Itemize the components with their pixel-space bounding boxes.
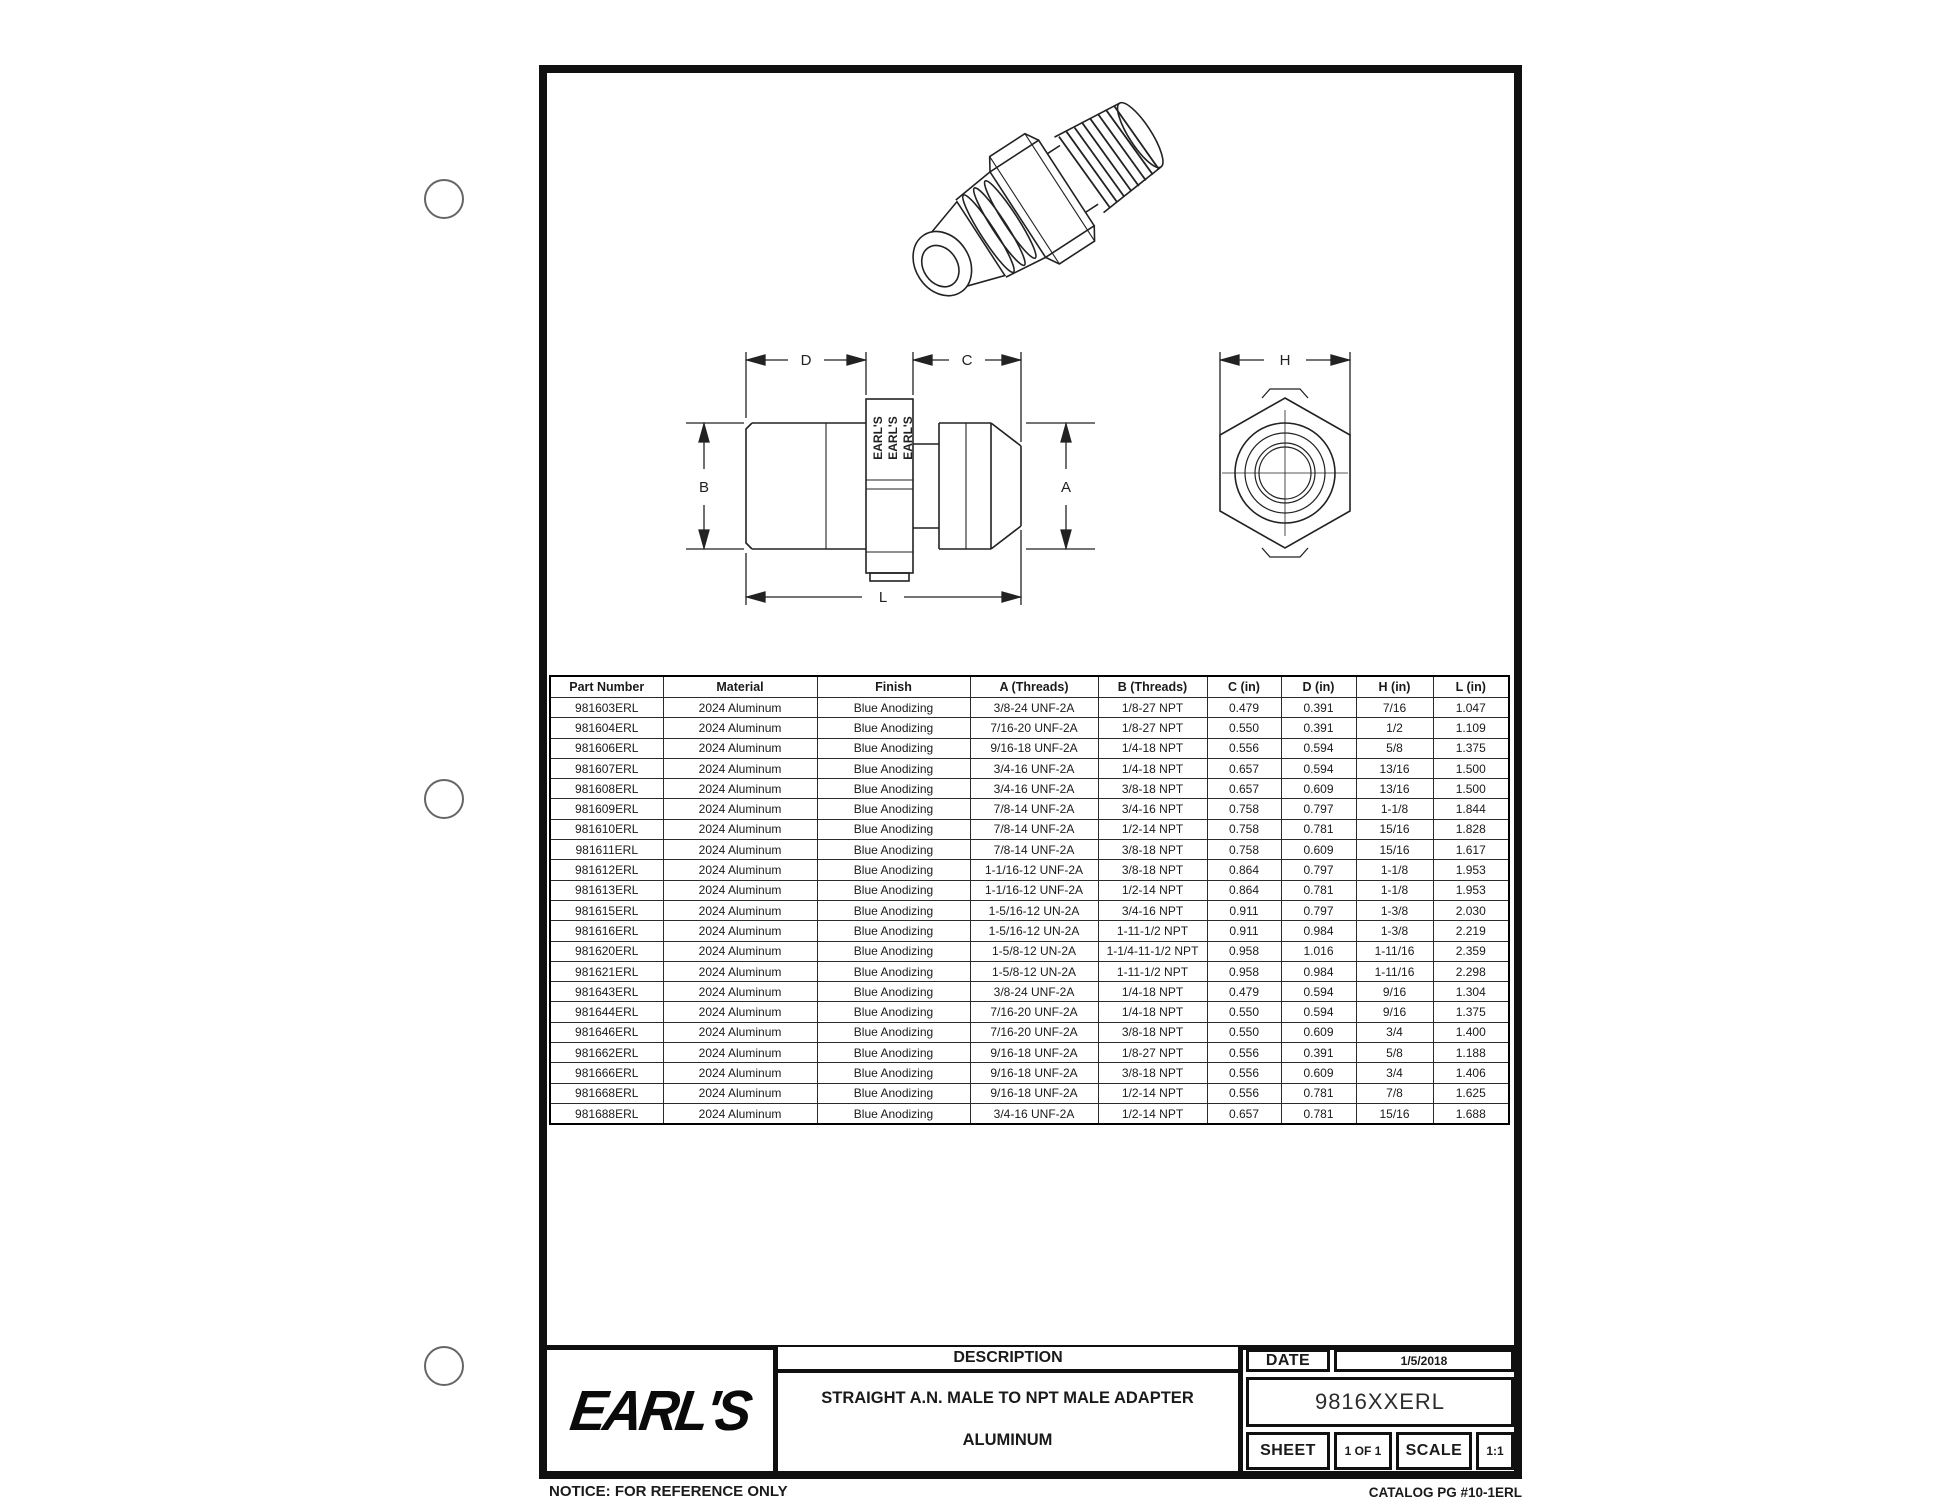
cell-c-in: 0.958 <box>1207 941 1281 961</box>
cell-l-in: 1.109 <box>1433 718 1509 738</box>
cell-h-in: 9/16 <box>1356 1002 1433 1022</box>
cell-material: 2024 Aluminum <box>663 1043 817 1063</box>
cell-h-in: 5/8 <box>1356 738 1433 758</box>
knurl-text: EARL'S <box>871 416 885 460</box>
cell-d-in: 0.594 <box>1281 738 1356 758</box>
cell-c-in: 0.657 <box>1207 758 1281 778</box>
cell-part-number: 981608ERL <box>550 779 663 799</box>
end-view <box>1220 389 1350 557</box>
table-row <box>550 1103 1509 1124</box>
cell-c-in: 0.911 <box>1207 900 1281 920</box>
table-row <box>550 1043 1509 1063</box>
cell-a-threads: 3/4-16 UNF-2A <box>970 758 1098 778</box>
cell-b-threads: 3/8-18 NPT <box>1098 840 1207 860</box>
cell-finish: Blue Anodizing <box>817 718 970 738</box>
cell-d-in: 0.609 <box>1281 840 1356 860</box>
cell-b-threads: 3/4-16 NPT <box>1098 799 1207 819</box>
cell-a-threads: 7/16-20 UNF-2A <box>970 718 1098 738</box>
sheet-value-box <box>1334 1432 1392 1470</box>
cell-b-threads: 3/8-18 NPT <box>1098 779 1207 799</box>
cell-part-number: 981621ERL <box>550 961 663 981</box>
cell-d-in: 0.984 <box>1281 921 1356 941</box>
cell-l-in: 1.375 <box>1433 1002 1509 1022</box>
cell-b-threads: 3/8-18 NPT <box>1098 1063 1207 1083</box>
cell-part-number: 981688ERL <box>550 1103 663 1124</box>
cell-c-in: 0.479 <box>1207 698 1281 718</box>
cell-l-in: 1.500 <box>1433 779 1509 799</box>
cell-part-number: 981666ERL <box>550 1063 663 1083</box>
table-header-row <box>550 676 1509 698</box>
cell-d-in: 0.391 <box>1281 1043 1356 1063</box>
side-view <box>746 399 1021 581</box>
table-row <box>550 799 1509 819</box>
cell-l-in: 2.030 <box>1433 900 1509 920</box>
cell-material: 2024 Aluminum <box>663 900 817 920</box>
cell-finish: Blue Anodizing <box>817 1083 970 1103</box>
sheet-label: SHEET <box>1260 1442 1316 1459</box>
cell-d-in: 0.797 <box>1281 860 1356 880</box>
cell-c-in: 0.550 <box>1207 1002 1281 1022</box>
cell-d-in: 0.594 <box>1281 982 1356 1002</box>
cell-c-in: 0.556 <box>1207 738 1281 758</box>
cell-material: 2024 Aluminum <box>663 860 817 880</box>
cell-material: 2024 Aluminum <box>663 982 817 1002</box>
cell-part-number: 981646ERL <box>550 1022 663 1042</box>
scale-value: 1:1 <box>1486 1444 1504 1458</box>
cell-l-in: 1.617 <box>1433 840 1509 860</box>
cell-d-in: 0.609 <box>1281 779 1356 799</box>
table-row <box>550 698 1509 718</box>
knurl-text: EARL'S <box>901 416 915 460</box>
cell-a-threads: 7/16-20 UNF-2A <box>970 1002 1098 1022</box>
cell-l-in: 1.953 <box>1433 860 1509 880</box>
spec-table <box>549 675 1510 1125</box>
cell-a-threads: 1-5/8-12 UN-2A <box>970 961 1098 981</box>
cell-h-in: 15/16 <box>1356 840 1433 860</box>
table-row <box>550 738 1509 758</box>
description-label: DESCRIPTION <box>953 1349 1063 1366</box>
cell-h-in: 1-11/16 <box>1356 941 1433 961</box>
cell-a-threads: 3/4-16 UNF-2A <box>970 779 1098 799</box>
catalog-reference: CATALOG PG #10-1ERL <box>1368 1485 1522 1500</box>
cell-part-number: 981613ERL <box>550 880 663 900</box>
cell-b-threads: 1-1/4-11-1/2 NPT <box>1098 941 1207 961</box>
cell-l-in: 1.188 <box>1433 1043 1509 1063</box>
cell-b-threads: 1/2-14 NPT <box>1098 880 1207 900</box>
table-row <box>550 880 1509 900</box>
cell-l-in: 1.828 <box>1433 819 1509 839</box>
cell-a-threads: 3/4-16 UNF-2A <box>970 1103 1098 1124</box>
cell-c-in: 0.758 <box>1207 799 1281 819</box>
isometric-view <box>885 75 1185 332</box>
cell-h-in: 1-1/8 <box>1356 799 1433 819</box>
scale-label: SCALE <box>1405 1442 1463 1459</box>
punch-hole-middle <box>424 779 464 819</box>
cell-h-in: 7/8 <box>1356 1083 1433 1103</box>
table-header-cell: Part Number <box>550 676 663 698</box>
cell-material: 2024 Aluminum <box>663 1063 817 1083</box>
cell-l-in: 1.844 <box>1433 799 1509 819</box>
table-header-cell: Finish <box>817 676 970 698</box>
cell-part-number: 981644ERL <box>550 1002 663 1022</box>
technical-drawing <box>539 65 1522 680</box>
cell-finish: Blue Anodizing <box>817 758 970 778</box>
cell-finish: Blue Anodizing <box>817 738 970 758</box>
earls-logo: EARL'S <box>566 1379 754 1443</box>
cell-l-in: 2.219 <box>1433 921 1509 941</box>
cell-material: 2024 Aluminum <box>663 880 817 900</box>
cell-l-in: 1.500 <box>1433 758 1509 778</box>
cell-finish: Blue Anodizing <box>817 840 970 860</box>
cell-a-threads: 1-5/16-12 UN-2A <box>970 900 1098 920</box>
cell-h-in: 1-3/8 <box>1356 921 1433 941</box>
table-row <box>550 982 1509 1002</box>
cell-b-threads: 1-11-1/2 NPT <box>1098 921 1207 941</box>
cell-a-threads: 1-5/8-12 UN-2A <box>970 941 1098 961</box>
scale-value-box <box>1476 1432 1514 1470</box>
cell-part-number: 981603ERL <box>550 698 663 718</box>
cell-c-in: 0.864 <box>1207 880 1281 900</box>
cell-b-threads: 1/4-18 NPT <box>1098 758 1207 778</box>
part-series: 9816XXERL <box>1314 1389 1446 1414</box>
cell-l-in: 1.688 <box>1433 1103 1509 1124</box>
table-row <box>550 921 1509 941</box>
cell-b-threads: 1/2-14 NPT <box>1098 1103 1207 1124</box>
scale-label-box <box>1396 1432 1472 1470</box>
cell-b-threads: 1/4-18 NPT <box>1098 738 1207 758</box>
cell-finish: Blue Anodizing <box>817 1043 970 1063</box>
date-label: DATE <box>1265 1351 1311 1369</box>
cell-material: 2024 Aluminum <box>663 738 817 758</box>
cell-finish: Blue Anodizing <box>817 941 970 961</box>
punch-hole-top <box>424 179 464 219</box>
cell-part-number: 981611ERL <box>550 840 663 860</box>
table-header-cell: A (Threads) <box>970 676 1098 698</box>
dim-label-a: A <box>1060 479 1072 496</box>
cell-material: 2024 Aluminum <box>663 961 817 981</box>
cell-material: 2024 Aluminum <box>663 921 817 941</box>
cell-l-in: 1.625 <box>1433 1083 1509 1103</box>
cell-a-threads: 9/16-18 UNF-2A <box>970 1063 1098 1083</box>
dim-label-h: H <box>1279 352 1291 369</box>
cell-material: 2024 Aluminum <box>663 779 817 799</box>
cell-h-in: 1-1/8 <box>1356 880 1433 900</box>
cell-b-threads: 1/4-18 NPT <box>1098 1002 1207 1022</box>
cell-a-threads: 1-5/16-12 UN-2A <box>970 921 1098 941</box>
cell-c-in: 0.550 <box>1207 718 1281 738</box>
cell-c-in: 0.556 <box>1207 1043 1281 1063</box>
cell-material: 2024 Aluminum <box>663 941 817 961</box>
cell-h-in: 1-11/16 <box>1356 961 1433 981</box>
table-header-cell: Material <box>663 676 817 698</box>
dim-label-b: B <box>698 479 710 496</box>
table-row <box>550 860 1509 880</box>
logo-box <box>547 1352 773 1470</box>
cell-h-in: 3/4 <box>1356 1063 1433 1083</box>
cell-c-in: 0.758 <box>1207 840 1281 860</box>
cell-l-in: 2.298 <box>1433 961 1509 981</box>
cell-finish: Blue Anodizing <box>817 1022 970 1042</box>
cell-d-in: 0.984 <box>1281 961 1356 981</box>
knurl-text: EARL'S <box>886 416 900 460</box>
cell-c-in: 0.556 <box>1207 1063 1281 1083</box>
cell-material: 2024 Aluminum <box>663 1083 817 1103</box>
cell-material: 2024 Aluminum <box>663 799 817 819</box>
cell-d-in: 1.016 <box>1281 941 1356 961</box>
cell-a-threads: 1-1/16-12 UNF-2A <box>970 880 1098 900</box>
table-row <box>550 900 1509 920</box>
cell-part-number: 981615ERL <box>550 900 663 920</box>
cell-part-number: 981616ERL <box>550 921 663 941</box>
table-row <box>550 1063 1509 1083</box>
cell-c-in: 0.657 <box>1207 1103 1281 1124</box>
cell-a-threads: 7/16-20 UNF-2A <box>970 1022 1098 1042</box>
dim-label-c: C <box>961 352 973 369</box>
titleblock-divider-2 <box>1238 1345 1243 1475</box>
table-row <box>550 779 1509 799</box>
table-header-cell: H (in) <box>1356 676 1433 698</box>
description-header <box>778 1347 1238 1369</box>
cell-d-in: 0.797 <box>1281 799 1356 819</box>
cell-b-threads: 1/8-27 NPT <box>1098 718 1207 738</box>
cell-h-in: 9/16 <box>1356 982 1433 1002</box>
cell-a-threads: 9/16-18 UNF-2A <box>970 1083 1098 1103</box>
cell-c-in: 0.758 <box>1207 819 1281 839</box>
cell-c-in: 0.657 <box>1207 779 1281 799</box>
table-header-cell: D (in) <box>1281 676 1356 698</box>
cell-d-in: 0.391 <box>1281 718 1356 738</box>
cell-l-in: 1.375 <box>1433 738 1509 758</box>
cell-l-in: 1.400 <box>1433 1022 1509 1042</box>
cell-finish: Blue Anodizing <box>817 860 970 880</box>
cell-b-threads: 3/4-16 NPT <box>1098 900 1207 920</box>
punch-hole-bottom <box>424 1346 464 1386</box>
cell-material: 2024 Aluminum <box>663 698 817 718</box>
cell-c-in: 0.550 <box>1207 1022 1281 1042</box>
description-line-2: ALUMINUM <box>962 1431 1053 1449</box>
date-value: 1/5/2018 <box>1400 1353 1448 1368</box>
cell-a-threads: 9/16-18 UNF-2A <box>970 1043 1098 1063</box>
cell-c-in: 0.556 <box>1207 1083 1281 1103</box>
cell-material: 2024 Aluminum <box>663 758 817 778</box>
cell-h-in: 5/8 <box>1356 1043 1433 1063</box>
cell-d-in: 0.781 <box>1281 819 1356 839</box>
table-row <box>550 961 1509 981</box>
cell-d-in: 0.391 <box>1281 698 1356 718</box>
cell-part-number: 981609ERL <box>550 799 663 819</box>
cell-finish: Blue Anodizing <box>817 921 970 941</box>
cell-part-number: 981606ERL <box>550 738 663 758</box>
cell-part-number: 981643ERL <box>550 982 663 1002</box>
cell-material: 2024 Aluminum <box>663 840 817 860</box>
cell-d-in: 0.594 <box>1281 1002 1356 1022</box>
cell-h-in: 13/16 <box>1356 779 1433 799</box>
dim-label-l: L <box>878 589 888 606</box>
cell-l-in: 1.953 <box>1433 880 1509 900</box>
cell-material: 2024 Aluminum <box>663 1022 817 1042</box>
cell-finish: Blue Anodizing <box>817 900 970 920</box>
table-header-cell: L (in) <box>1433 676 1509 698</box>
cell-finish: Blue Anodizing <box>817 799 970 819</box>
description-line-1: STRAIGHT A.N. MALE TO NPT MALE ADAPTER <box>821 1389 1194 1407</box>
cell-d-in: 0.781 <box>1281 1103 1356 1124</box>
cell-l-in: 2.359 <box>1433 941 1509 961</box>
notice-text: NOTICE: FOR REFERENCE ONLY <box>549 1483 788 1500</box>
table-row <box>550 1083 1509 1103</box>
cell-a-threads: 3/8-24 UNF-2A <box>970 698 1098 718</box>
table-row <box>550 1002 1509 1022</box>
cell-finish: Blue Anodizing <box>817 1103 970 1124</box>
cell-d-in: 0.609 <box>1281 1022 1356 1042</box>
cell-h-in: 1-1/8 <box>1356 860 1433 880</box>
cell-a-threads: 7/8-14 UNF-2A <box>970 819 1098 839</box>
cell-a-threads: 3/8-24 UNF-2A <box>970 982 1098 1002</box>
cell-a-threads: 9/16-18 UNF-2A <box>970 738 1098 758</box>
cell-c-in: 0.911 <box>1207 921 1281 941</box>
cell-d-in: 0.797 <box>1281 900 1356 920</box>
cell-finish: Blue Anodizing <box>817 961 970 981</box>
cell-finish: Blue Anodizing <box>817 982 970 1002</box>
cell-a-threads: 7/8-14 UNF-2A <box>970 799 1098 819</box>
cell-a-threads: 7/8-14 UNF-2A <box>970 840 1098 860</box>
cell-b-threads: 1-11-1/2 NPT <box>1098 961 1207 981</box>
cell-b-threads: 1/4-18 NPT <box>1098 982 1207 1002</box>
cell-d-in: 0.594 <box>1281 758 1356 778</box>
cell-h-in: 7/16 <box>1356 698 1433 718</box>
cell-d-in: 0.609 <box>1281 1063 1356 1083</box>
cell-finish: Blue Anodizing <box>817 1002 970 1022</box>
cell-material: 2024 Aluminum <box>663 1103 817 1124</box>
cell-d-in: 0.781 <box>1281 1083 1356 1103</box>
cell-h-in: 15/16 <box>1356 819 1433 839</box>
description-underline <box>778 1369 1238 1373</box>
cell-l-in: 1.047 <box>1433 698 1509 718</box>
cell-finish: Blue Anodizing <box>817 698 970 718</box>
cell-h-in: 15/16 <box>1356 1103 1433 1124</box>
table-row <box>550 718 1509 738</box>
cell-b-threads: 1/2-14 NPT <box>1098 819 1207 839</box>
cell-part-number: 981662ERL <box>550 1043 663 1063</box>
cell-l-in: 1.406 <box>1433 1063 1509 1083</box>
cell-finish: Blue Anodizing <box>817 819 970 839</box>
date-label-box <box>1246 1349 1330 1372</box>
date-value-box <box>1334 1349 1514 1372</box>
cell-material: 2024 Aluminum <box>663 819 817 839</box>
dim-label-d: D <box>800 352 812 369</box>
cell-c-in: 0.479 <box>1207 982 1281 1002</box>
cell-part-number: 981610ERL <box>550 819 663 839</box>
table-row <box>550 840 1509 860</box>
cell-b-threads: 1/8-27 NPT <box>1098 698 1207 718</box>
table-header-cell: C (in) <box>1207 676 1281 698</box>
cell-b-threads: 3/8-18 NPT <box>1098 860 1207 880</box>
sheet-label-box <box>1246 1432 1330 1470</box>
cell-c-in: 0.958 <box>1207 961 1281 981</box>
cell-part-number: 981668ERL <box>550 1083 663 1103</box>
cell-h-in: 13/16 <box>1356 758 1433 778</box>
part-series-box <box>1246 1377 1514 1427</box>
cell-h-in: 1-3/8 <box>1356 900 1433 920</box>
cell-finish: Blue Anodizing <box>817 1063 970 1083</box>
cell-finish: Blue Anodizing <box>817 880 970 900</box>
cell-d-in: 0.781 <box>1281 880 1356 900</box>
table-header-cell: B (Threads) <box>1098 676 1207 698</box>
cell-h-in: 1/2 <box>1356 718 1433 738</box>
cell-part-number: 981612ERL <box>550 860 663 880</box>
cell-b-threads: 3/8-18 NPT <box>1098 1022 1207 1042</box>
cell-c-in: 0.864 <box>1207 860 1281 880</box>
table-row <box>550 758 1509 778</box>
cell-b-threads: 1/8-27 NPT <box>1098 1043 1207 1063</box>
cell-l-in: 1.304 <box>1433 982 1509 1002</box>
cell-material: 2024 Aluminum <box>663 1002 817 1022</box>
cell-a-threads: 1-1/16-12 UNF-2A <box>970 860 1098 880</box>
cell-b-threads: 1/2-14 NPT <box>1098 1083 1207 1103</box>
cell-material: 2024 Aluminum <box>663 718 817 738</box>
cell-part-number: 981607ERL <box>550 758 663 778</box>
table-row <box>550 941 1509 961</box>
table-row <box>550 1022 1509 1042</box>
table-row <box>550 819 1509 839</box>
cell-part-number: 981604ERL <box>550 718 663 738</box>
cell-part-number: 981620ERL <box>550 941 663 961</box>
cell-finish: Blue Anodizing <box>817 779 970 799</box>
cell-h-in: 3/4 <box>1356 1022 1433 1042</box>
sheet-value: 1 OF 1 <box>1344 1444 1382 1458</box>
